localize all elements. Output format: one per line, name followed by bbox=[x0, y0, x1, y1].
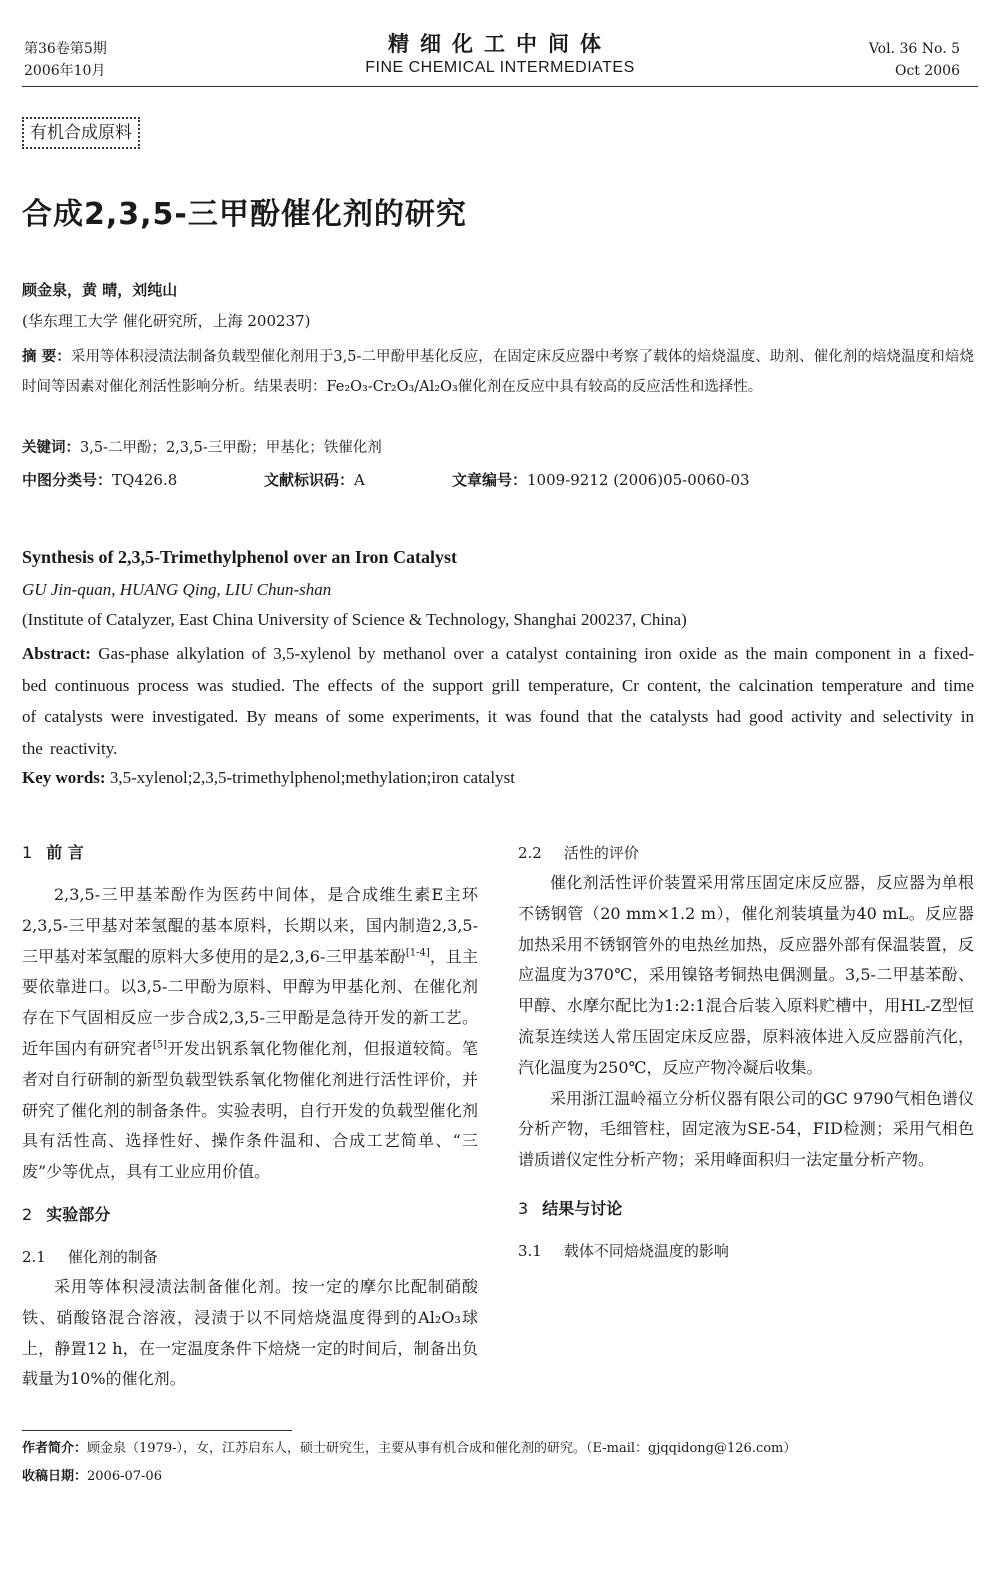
clc-number bbox=[22, 468, 177, 492]
analysis-paragraph: 采用浙江温岭福立分析仪器有限公司的GC 9790气相色谱仪分析产物，毛细管柱，固定液为SE-54，FID检测；采用气相色谱质谱仪定性分析产物；采用峰面积归一法定量分析产物。 bbox=[518, 1088, 974, 1170]
subsection-heading-3-1: 3.1 载体不同焙烧温度的影响 bbox=[518, 1241, 729, 1260]
abstract-en-label: Abstract: bbox=[22, 644, 91, 663]
received-date-text: 2006-07-06 bbox=[87, 1469, 162, 1484]
subsection-heading-2-1: 2.1 催化剂的制备 bbox=[22, 1247, 158, 1266]
date-en: Oct 2006 bbox=[894, 63, 960, 79]
keywords-en-text: 3,5-xylenol;2,3,5-trimethylphenol;methylation;iron catalyst bbox=[109, 768, 515, 787]
journal-name-en: FINE CHEMICAL INTERMEDIATES bbox=[365, 59, 635, 76]
volume-issue-en: Vol. 36 No. 5 bbox=[868, 41, 960, 57]
date-cn: 2006年10月 bbox=[24, 63, 106, 79]
section-heading-3: 3 结果与讨论 bbox=[518, 1198, 623, 1218]
author-bio-label: 作者简介： bbox=[22, 1441, 88, 1456]
received-date-label: 收稿日期： bbox=[22, 1469, 88, 1484]
body-right-column bbox=[518, 838, 974, 1408]
keywords-cn bbox=[22, 436, 974, 460]
keywords-cn-text: 3,5-二甲酚；2,3,5-三甲酚；甲基化；铁催化剂 bbox=[80, 440, 382, 456]
received-date bbox=[22, 1466, 974, 1488]
header-divider bbox=[22, 86, 978, 87]
author-bio bbox=[22, 1438, 974, 1460]
clc-label: 中图分类号： bbox=[22, 471, 113, 489]
article-title-cn: 合成2,3,5-三甲酚催化剂的研究 bbox=[22, 197, 467, 232]
abstract-cn-text: 采用等体积浸渍法制备负载型催化剂用于3,5-二甲酚甲基化反应，在固定床反应器中考察了载体的焙烧温度、助剂、催化剂的焙烧温度和焙烧时间等因素对催化剂活性影响分析。结果表明：Fe₂O₃-Cr₂O₃/Al₂O₃催化剂在反应中具有较高的反应活性和选择性。 bbox=[22, 349, 974, 395]
article-number bbox=[452, 468, 750, 492]
affiliation-en: (Institute of Catalyzer, East China University of Science & Technology, Shanghai 200237, China) bbox=[22, 610, 687, 629]
activity-eval-paragraph: 催化剂活性评价装置采用常压固定床反应器，反应器为单根不锈钢管（20 mm×1.2 m），催化剂装填量为40 mL。反应器加热采用不锈钢管外的电热丝加热，反应器外部有保温装置，反应温度为370℃，采用镍铬考铜热电偶测量。3,5-二甲基苯酚、甲醇、水摩尔配比为1:2:1混合后装入原料贮槽中，用HL-Z型恒流泵连续送人常压固定床反应器，原料液体进入反应器前汽化，汽化温度为250℃，反应产物冷凝后收集。 bbox=[518, 873, 974, 1077]
section-heading-2: 2 实验部分 bbox=[22, 1204, 111, 1224]
article-number-value: 1009-9212 (2006)05-0060-03 bbox=[527, 471, 750, 489]
keywords-cn-label: 关键词： bbox=[22, 440, 80, 456]
article-number-label: 文章编号： bbox=[452, 471, 528, 489]
abstract-cn bbox=[22, 342, 974, 402]
catalyst-prep-paragraph: 采用等体积浸渍法制备催化剂。按一定的摩尔比配制硝酸铁、硝酸铬混合溶液，浸渍于以不同焙烧温度得到的Al₂O₃球上，静置12 h，在一定温度条件下焙烧一定的时间后，制备出负载量为10%的催化剂。 bbox=[22, 1276, 478, 1389]
abstract-en bbox=[22, 638, 974, 764]
journal-name-cn: 精细化工中间体 bbox=[388, 32, 612, 56]
citation-ref: [1-4] bbox=[405, 947, 430, 959]
keywords-en bbox=[22, 766, 515, 790]
clc-value: TQ426.8 bbox=[112, 471, 178, 489]
author-bio-text: 顾金泉（1979-），女，江苏启东人，硕士研究生，主要从事有机合成和催化剂的研究。（E-mail：gjqqidong@126.com） bbox=[87, 1441, 797, 1456]
intro-paragraph: 2,3,5-三甲基苯酚作为医药中间体，是合成维生素E主环2,3,5-三甲基对苯氢醌的基本原料，长期以来，国内制造2,3,5-三甲基对苯氢醌的原料大多使用的是2,3,6-三甲基苯酚[1-4]，且主要依靠进口。以3,5-二甲酚为原料、甲醇为甲基化剂、在催化剂存在下气固相反应一步合成2,3,5-三甲酚是急待开发的新工艺。近年国内有研究者[5]开发出钒系氧化物催化剂，但报道较简。笔者对自行研制的新型负载型铁系氧化物催化剂进行活性评价，并研究了催化剂的制备条件。实验表明，自行开发的负载型催化剂具有活性高、选择性好、操作条件温和、合成工艺简单、“三废”少等优点，具有工业应用价值。 bbox=[22, 885, 478, 1182]
header-right bbox=[869, 38, 960, 82]
doc-code-value: A bbox=[354, 471, 365, 489]
citation-ref: [5] bbox=[152, 1039, 168, 1051]
journal-masthead bbox=[300, 30, 700, 78]
doc-code-label: 文献标识码： bbox=[264, 471, 355, 489]
footnote-divider bbox=[22, 1430, 292, 1431]
header-left bbox=[24, 38, 107, 82]
authors-en: GU Jin-quan, HUANG Qing, LIU Chun-shan bbox=[22, 580, 332, 599]
authors-cn: 顾金泉，黄 晴，刘纯山 bbox=[22, 281, 178, 299]
abstract-en-text: Gas-phase alkylation of 3,5-xylenol by methanol over a catalyst containing iron oxide as the main component in a fixed-bed continuous process was studied. The effects of the support grill temperature, Cr content, the calcination temperature and time of catalysts were investigated. By means of some experiments, it was found that the catalysts had good activity and selectivity in the reactivity. bbox=[22, 644, 975, 758]
subsection-heading-2-2: 2.2 活性的评价 bbox=[518, 844, 639, 862]
column-label: 有机合成原料 bbox=[22, 117, 140, 149]
document-code bbox=[264, 468, 365, 492]
volume-issue-cn: 第36卷第5期 bbox=[24, 41, 107, 57]
abstract-cn-label: 摘 要： bbox=[22, 349, 71, 365]
affiliation-cn: (华东理工大学 催化研究所，上海 200237) bbox=[22, 312, 311, 330]
body-left-column bbox=[22, 838, 478, 1395]
keywords-en-label: Key words: bbox=[22, 768, 106, 787]
article-title-en: Synthesis of 2,3,5-Trimethylphenol over an Iron Catalyst bbox=[22, 547, 458, 567]
section-heading-1: 1 前 言 bbox=[22, 843, 84, 862]
